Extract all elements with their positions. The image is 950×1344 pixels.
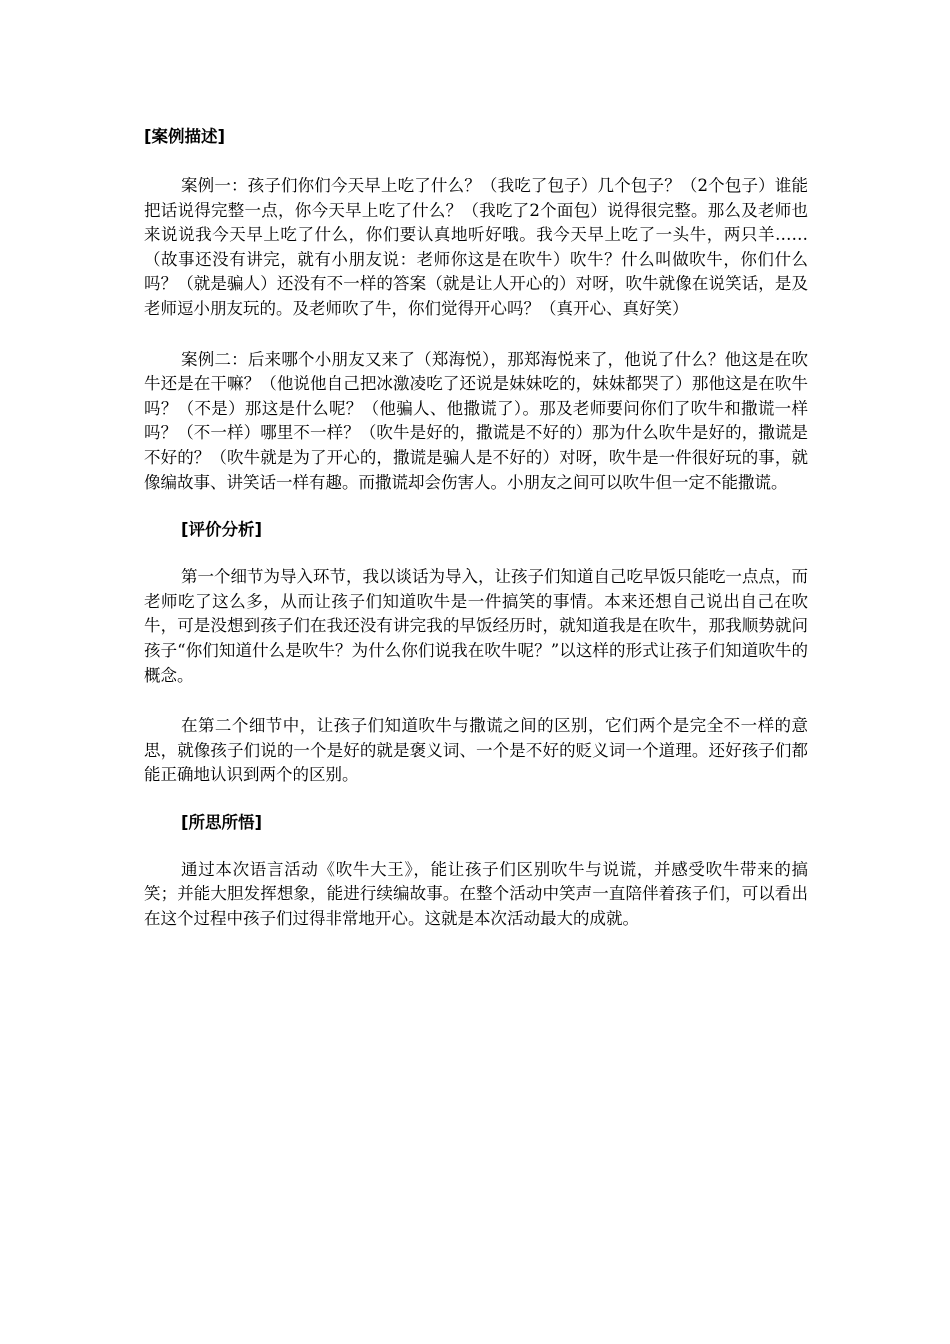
spacer bbox=[144, 543, 808, 565]
reflection-heading: [所思所悟] bbox=[181, 812, 263, 832]
analysis-paragraph-one: 第一个细节为导入环节，我以谈话为导入，让孩子们知道自己吃早饭只能吃一点点，而老师吃了这么多，从而让孩子们知道吹牛是一件搞笑的事情。本来还想自己说出自己在吹牛，可是没想到孩子们在我还没有讲完我的早饭经历时，就知道我是在吹牛，那我顺势就问孩子“你们知道什么是吹牛？为什么你们说我在吹牛呢？”以这样的形式让孩子们知道吹牛的概念。 bbox=[144, 567, 808, 685]
spacer bbox=[144, 150, 808, 174]
spacer bbox=[144, 836, 808, 858]
case-two-paragraph: 案例二：后来哪个小朋友又来了（郑海悦），那郑海悦来了，他说了什么？他这是在吹牛还是在干嘛？（他说他自己把冰激凌吃了还说是妹妹吃的，妹妹都哭了）那他这是在吹牛吗？（不是）那这是什么呢？（他骗人、他撒谎了）。那及老师要问你们了吹牛和撒谎一样吗？（不一样）哪里不一样？（吹牛是好的，撒谎是不好的）那为什么吹牛是好的，撒谎是不好的？（吹牛就是为了开心的，撒谎是骗人是不好的）对呀，吹牛是一件很好玩的事，就像编故事、讲笑话一样有趣。而撒谎却会伤害人。小朋友之间可以吹牛但一定不能撒谎。 bbox=[144, 349, 808, 492]
document-body bbox=[144, 124, 808, 932]
spacer bbox=[144, 322, 808, 348]
spacer bbox=[144, 788, 808, 810]
spacer bbox=[144, 495, 808, 517]
evaluation-analysis-heading: [评价分析] bbox=[181, 520, 263, 540]
case-description-heading: [案例描述] bbox=[144, 127, 226, 146]
case-one-paragraph: 案例一：孩子们你们今天早上吃了什么？（我吃了包子）几个包子？（2个包子）谁能把话说得完整一点，你今天早上吃了什么？（我吃了2个面包）说得很完整。那么及老师也来说说我今天早上吃了什么，你们要认真地听好哦。我今天早上吃了一头牛，两只羊……（故事还没有讲完，就有小朋友说：老师你这是在吹牛）吹牛？什么叫做吹牛，你们什么吗？（就是骗人）还没有不一样的答案（就是让人开心的）对呀，吹牛就像在说笑话，是及老师逗小朋友玩的。及老师吹了牛，你们觉得开心吗？（真开心、真好笑） bbox=[144, 176, 808, 318]
spacer bbox=[144, 688, 808, 714]
reflection-paragraph: 通过本次语言活动《吹牛大王》，能让孩子们区别吹牛与说谎，并感受吹牛带来的搞笑；并能大胆发挥想象，能进行续编故事。在整个活动中笑声一直陪伴着孩子们，可以看出在这个过程中孩子们过得非常地开心。这就是本次活动最大的成就。 bbox=[144, 859, 808, 929]
analysis-paragraph-two: 在第二个细节中，让孩子们知道吹牛与撒谎之间的区别，它们两个是完全不一样的意思，就像孩子们说的一个是好的就是褒义词、一个是不好的贬义词一个道理。还好孩子们都能正确地认识到两个的区别。 bbox=[144, 716, 808, 785]
